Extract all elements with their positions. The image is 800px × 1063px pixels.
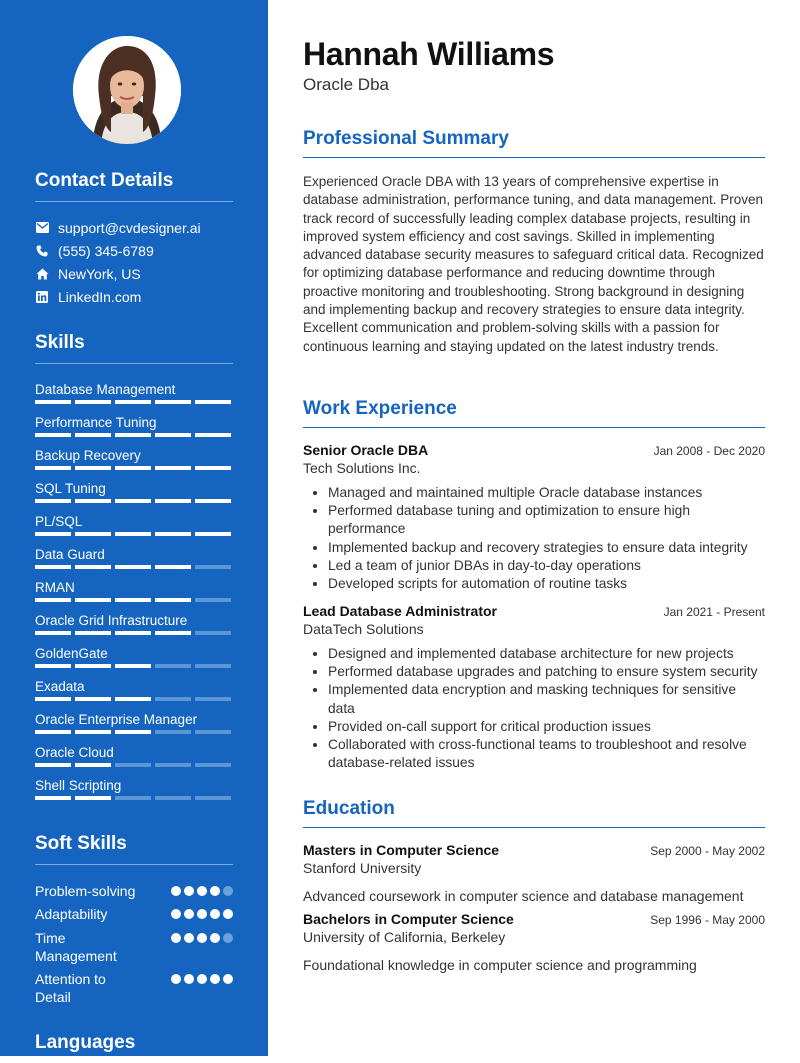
skill-item [35, 678, 233, 711]
skill-level-segment [195, 796, 231, 800]
rating-dot [223, 886, 233, 896]
skill-label: Performance Tuning [35, 415, 157, 430]
job-company: Tech Solutions Inc. [303, 460, 421, 476]
contact-title: Contact Details [35, 170, 233, 202]
skill-level-segment [75, 664, 111, 668]
rating-dot [184, 909, 194, 919]
rating-dot [197, 909, 207, 919]
contact-phone-text: (555) 345-6789 [58, 242, 154, 259]
soft-skill-label: Time Management [35, 930, 117, 964]
skill-level-bar [35, 796, 231, 800]
skill-item [35, 447, 233, 480]
skill-level-segment [75, 466, 111, 470]
skill-item [35, 612, 233, 645]
skill-item [35, 777, 233, 810]
skill-level-bar [35, 631, 231, 635]
rating-dot [184, 886, 194, 896]
skill-item [35, 480, 233, 513]
skill-item [35, 645, 233, 678]
skill-level-segment [155, 730, 191, 734]
skill-level-segment [115, 532, 151, 536]
skill-level-segment [35, 697, 71, 701]
skill-label: Exadata [35, 679, 85, 694]
skill-label: Data Guard [35, 547, 105, 562]
list-item: • Implemented data encryption and masking techniques for sensitive data [328, 681, 765, 717]
rating-dot [197, 933, 207, 943]
skill-level-segment [115, 664, 151, 668]
skill-level-segment [115, 697, 151, 701]
skill-level-segment [75, 697, 111, 701]
school-name: University of California, Berkeley [303, 929, 506, 945]
soft-skill-item [35, 905, 233, 929]
skill-level-segment [195, 565, 231, 569]
skills-list [35, 381, 233, 810]
skill-level-segment [155, 631, 191, 635]
contact-location [35, 262, 233, 285]
list-item: • Developed scripts for automation of routine tasks [328, 575, 765, 593]
skill-level-segment [115, 565, 151, 569]
skill-level-segment [195, 697, 231, 701]
skill-level-segment [195, 730, 231, 734]
job-entry [303, 603, 765, 772]
skill-item [35, 711, 233, 744]
skill-level-segment [195, 598, 231, 602]
skill-level-bar [35, 532, 231, 536]
languages-title: Languages [35, 1032, 136, 1053]
soft-skill-rating [171, 905, 233, 929]
skill-level-segment [115, 499, 151, 503]
skill-label: Oracle Enterprise Manager [35, 712, 198, 727]
skill-level-bar [35, 697, 231, 701]
rating-dot [184, 974, 194, 984]
soft-skill-item [35, 882, 233, 905]
skill-level-segment [35, 400, 71, 404]
skill-level-segment [75, 565, 111, 569]
job-bullets [303, 484, 765, 593]
skill-level-segment [155, 532, 191, 536]
skill-level-segment [155, 499, 191, 503]
contact-email-text: support@cvdesigner.ai [58, 219, 201, 236]
rating-dot [171, 933, 181, 943]
rating-dot [210, 974, 220, 984]
skill-level-segment [75, 730, 111, 734]
skill-level-segment [35, 466, 71, 470]
skill-level-segment [75, 499, 111, 503]
list-item: • Implemented backup and recovery strategies to ensure data integrity [328, 539, 765, 557]
soft-skill-label: Problem-solving [35, 883, 136, 899]
work-title: Work Experience [303, 398, 765, 428]
skill-label: Database Management [35, 382, 176, 397]
skill-label: SQL Tuning [35, 481, 106, 496]
skill-level-segment [35, 631, 71, 635]
skill-level-segment [35, 664, 71, 668]
skill-level-segment [35, 433, 71, 437]
skill-label: Backup Recovery [35, 448, 141, 463]
rating-dot [210, 933, 220, 943]
skill-level-segment [115, 433, 151, 437]
skill-level-segment [115, 400, 151, 404]
skill-level-bar [35, 400, 231, 404]
job-dates: Jan 2008 - Dec 2020 [653, 444, 765, 458]
skill-level-segment [115, 796, 151, 800]
skill-level-segment [195, 532, 231, 536]
job-title: Lead Database Administrator [303, 603, 497, 619]
skill-level-segment [115, 598, 151, 602]
phone-icon [35, 244, 49, 258]
skill-level-segment [155, 400, 191, 404]
rating-dot [197, 974, 207, 984]
soft-skill-item [35, 929, 233, 970]
list-item: • Collaborated with cross-functional teams to troubleshoot and resolve database-related issues [328, 736, 765, 772]
skills-title: Skills [35, 332, 233, 364]
skill-item [35, 414, 233, 447]
education-entry [303, 911, 765, 973]
skill-level-bar [35, 598, 231, 602]
candidate-name: Hannah Williams [303, 36, 555, 72]
contact-email[interactable] [35, 216, 233, 239]
rating-dot [171, 886, 181, 896]
skill-level-segment [195, 466, 231, 470]
skill-level-segment [35, 763, 71, 767]
skill-level-segment [195, 400, 231, 404]
rating-dot [171, 974, 181, 984]
list-item: • Performed database tuning and optimization to ensure high performance [328, 502, 765, 538]
job-company: DataTech Solutions [303, 621, 424, 637]
contact-phone[interactable] [35, 239, 233, 262]
contact-linkedin[interactable] [35, 285, 233, 308]
skill-level-bar [35, 763, 231, 767]
skill-level-segment [195, 631, 231, 635]
skill-label: Oracle Cloud [35, 745, 114, 760]
rating-dot [171, 909, 181, 919]
skill-level-segment [75, 532, 111, 536]
skill-level-segment [75, 433, 111, 437]
skill-level-segment [115, 631, 151, 635]
skill-level-segment [75, 400, 111, 404]
languages-section [35, 1032, 233, 1063]
list-item: • Provided on-call support for critical production issues [328, 718, 765, 736]
skill-level-segment [75, 631, 111, 635]
skill-item [35, 546, 233, 579]
skill-level-segment [155, 598, 191, 602]
skill-level-bar [35, 466, 231, 470]
skill-level-bar [35, 664, 231, 668]
school-name: Stanford University [303, 860, 422, 876]
rating-dot [210, 909, 220, 919]
skill-level-bar [35, 433, 231, 437]
skill-level-segment [155, 565, 191, 569]
rating-dot [184, 933, 194, 943]
home-icon [35, 267, 49, 281]
skill-level-segment [75, 796, 111, 800]
list-item: • Led a team of junior DBAs in day-to-day operations [328, 557, 765, 575]
degree-dates: Sep 2000 - May 2002 [650, 844, 765, 858]
skill-level-bar [35, 565, 231, 569]
degree-description: Foundational knowledge in computer science and programming [303, 957, 697, 973]
rating-dot [223, 933, 233, 943]
soft-skill-rating [171, 970, 233, 1011]
contact-location-text: NewYork, US [58, 265, 141, 282]
rating-dot [210, 886, 220, 896]
candidate-role: Oracle Dba [303, 75, 389, 94]
summary-title: Professional Summary [303, 128, 765, 158]
job-dates: Jan 2021 - Present [663, 605, 765, 619]
skill-level-segment [35, 499, 71, 503]
skill-level-segment [155, 763, 191, 767]
skill-label: GoldenGate [35, 646, 108, 661]
job-title: Senior Oracle DBA [303, 442, 429, 458]
degree-title: Masters in Computer Science [303, 842, 500, 858]
skill-level-segment [75, 598, 111, 602]
soft-skills-title: Soft Skills [35, 833, 233, 865]
soft-skill-rating [171, 882, 233, 905]
soft-skills-section [35, 833, 233, 1011]
skill-item [35, 744, 233, 777]
summary-text: Experienced Oracle DBA with 13 years of comprehensive expertise in database administration, performance tuning, and data management. Proven track record of successfully leading complex database projects, resulting in improved system efficiency and cost savings. Skilled in implementing advanced database security measures to safeguard critical data. Recognized for optimizing database performance and reducing downtime through proactive monitoring and troubleshooting. Strong background in designing and implementing backup and recovery strategies to ensure data integrity. Excellent communication and problem-solving skills with a passion for continuous learning and staying updated on the latest industry trends. [303, 174, 764, 354]
skill-item [35, 513, 233, 546]
skill-item [35, 381, 233, 414]
skill-level-segment [155, 433, 191, 437]
sidebar [0, 0, 268, 1056]
skill-level-segment [35, 565, 71, 569]
job-bullets [303, 645, 765, 772]
degree-title: Bachelors in Computer Science [303, 911, 514, 927]
avatar [73, 36, 181, 144]
degree-description: Advanced coursework in computer science and database management [303, 888, 744, 904]
skill-level-segment [115, 466, 151, 470]
skill-label: Shell Scripting [35, 778, 122, 793]
envelope-icon [35, 221, 49, 235]
skill-level-segment [155, 697, 191, 701]
skill-level-bar [35, 730, 231, 734]
skill-level-segment [115, 730, 151, 734]
soft-skill-rating [171, 929, 233, 970]
skill-level-segment [115, 763, 151, 767]
education-title: Education [303, 798, 765, 828]
soft-skill-label: Adaptability [35, 906, 108, 922]
skills-section [35, 332, 233, 810]
rating-dot [197, 886, 207, 896]
skill-label: PL/SQL [35, 514, 83, 529]
skill-level-segment [195, 763, 231, 767]
skill-label: RMAN [35, 580, 75, 595]
skill-level-segment [195, 499, 231, 503]
skill-level-segment [35, 796, 71, 800]
contact-linkedin-text: LinkedIn.com [58, 288, 142, 305]
skill-level-segment [195, 433, 231, 437]
skill-level-segment [35, 730, 71, 734]
list-item: • Designed and implemented database architecture for new projects [328, 645, 765, 663]
skill-item [35, 579, 233, 612]
education-entry [303, 842, 765, 904]
skill-level-segment [155, 664, 191, 668]
rating-dot [223, 974, 233, 984]
skill-level-segment [155, 796, 191, 800]
list-item: • Performed database upgrades and patching to ensure system security [328, 663, 765, 681]
soft-skill-item [35, 970, 233, 1011]
skill-level-segment [195, 664, 231, 668]
skill-label: Oracle Grid Infrastructure [35, 613, 188, 628]
skill-level-segment [35, 532, 71, 536]
skill-level-segment [35, 598, 71, 602]
skill-level-segment [155, 466, 191, 470]
list-item: • Managed and maintained multiple Oracle database instances [328, 484, 765, 502]
skill-level-segment [75, 763, 111, 767]
rating-dot [223, 909, 233, 919]
job-entry [303, 442, 765, 593]
skill-level-bar [35, 499, 231, 503]
degree-dates: Sep 1996 - May 2000 [650, 913, 765, 927]
linkedin-icon [35, 290, 49, 304]
soft-skill-label: Attention to Detail [35, 971, 106, 1005]
contact-section [35, 170, 233, 308]
